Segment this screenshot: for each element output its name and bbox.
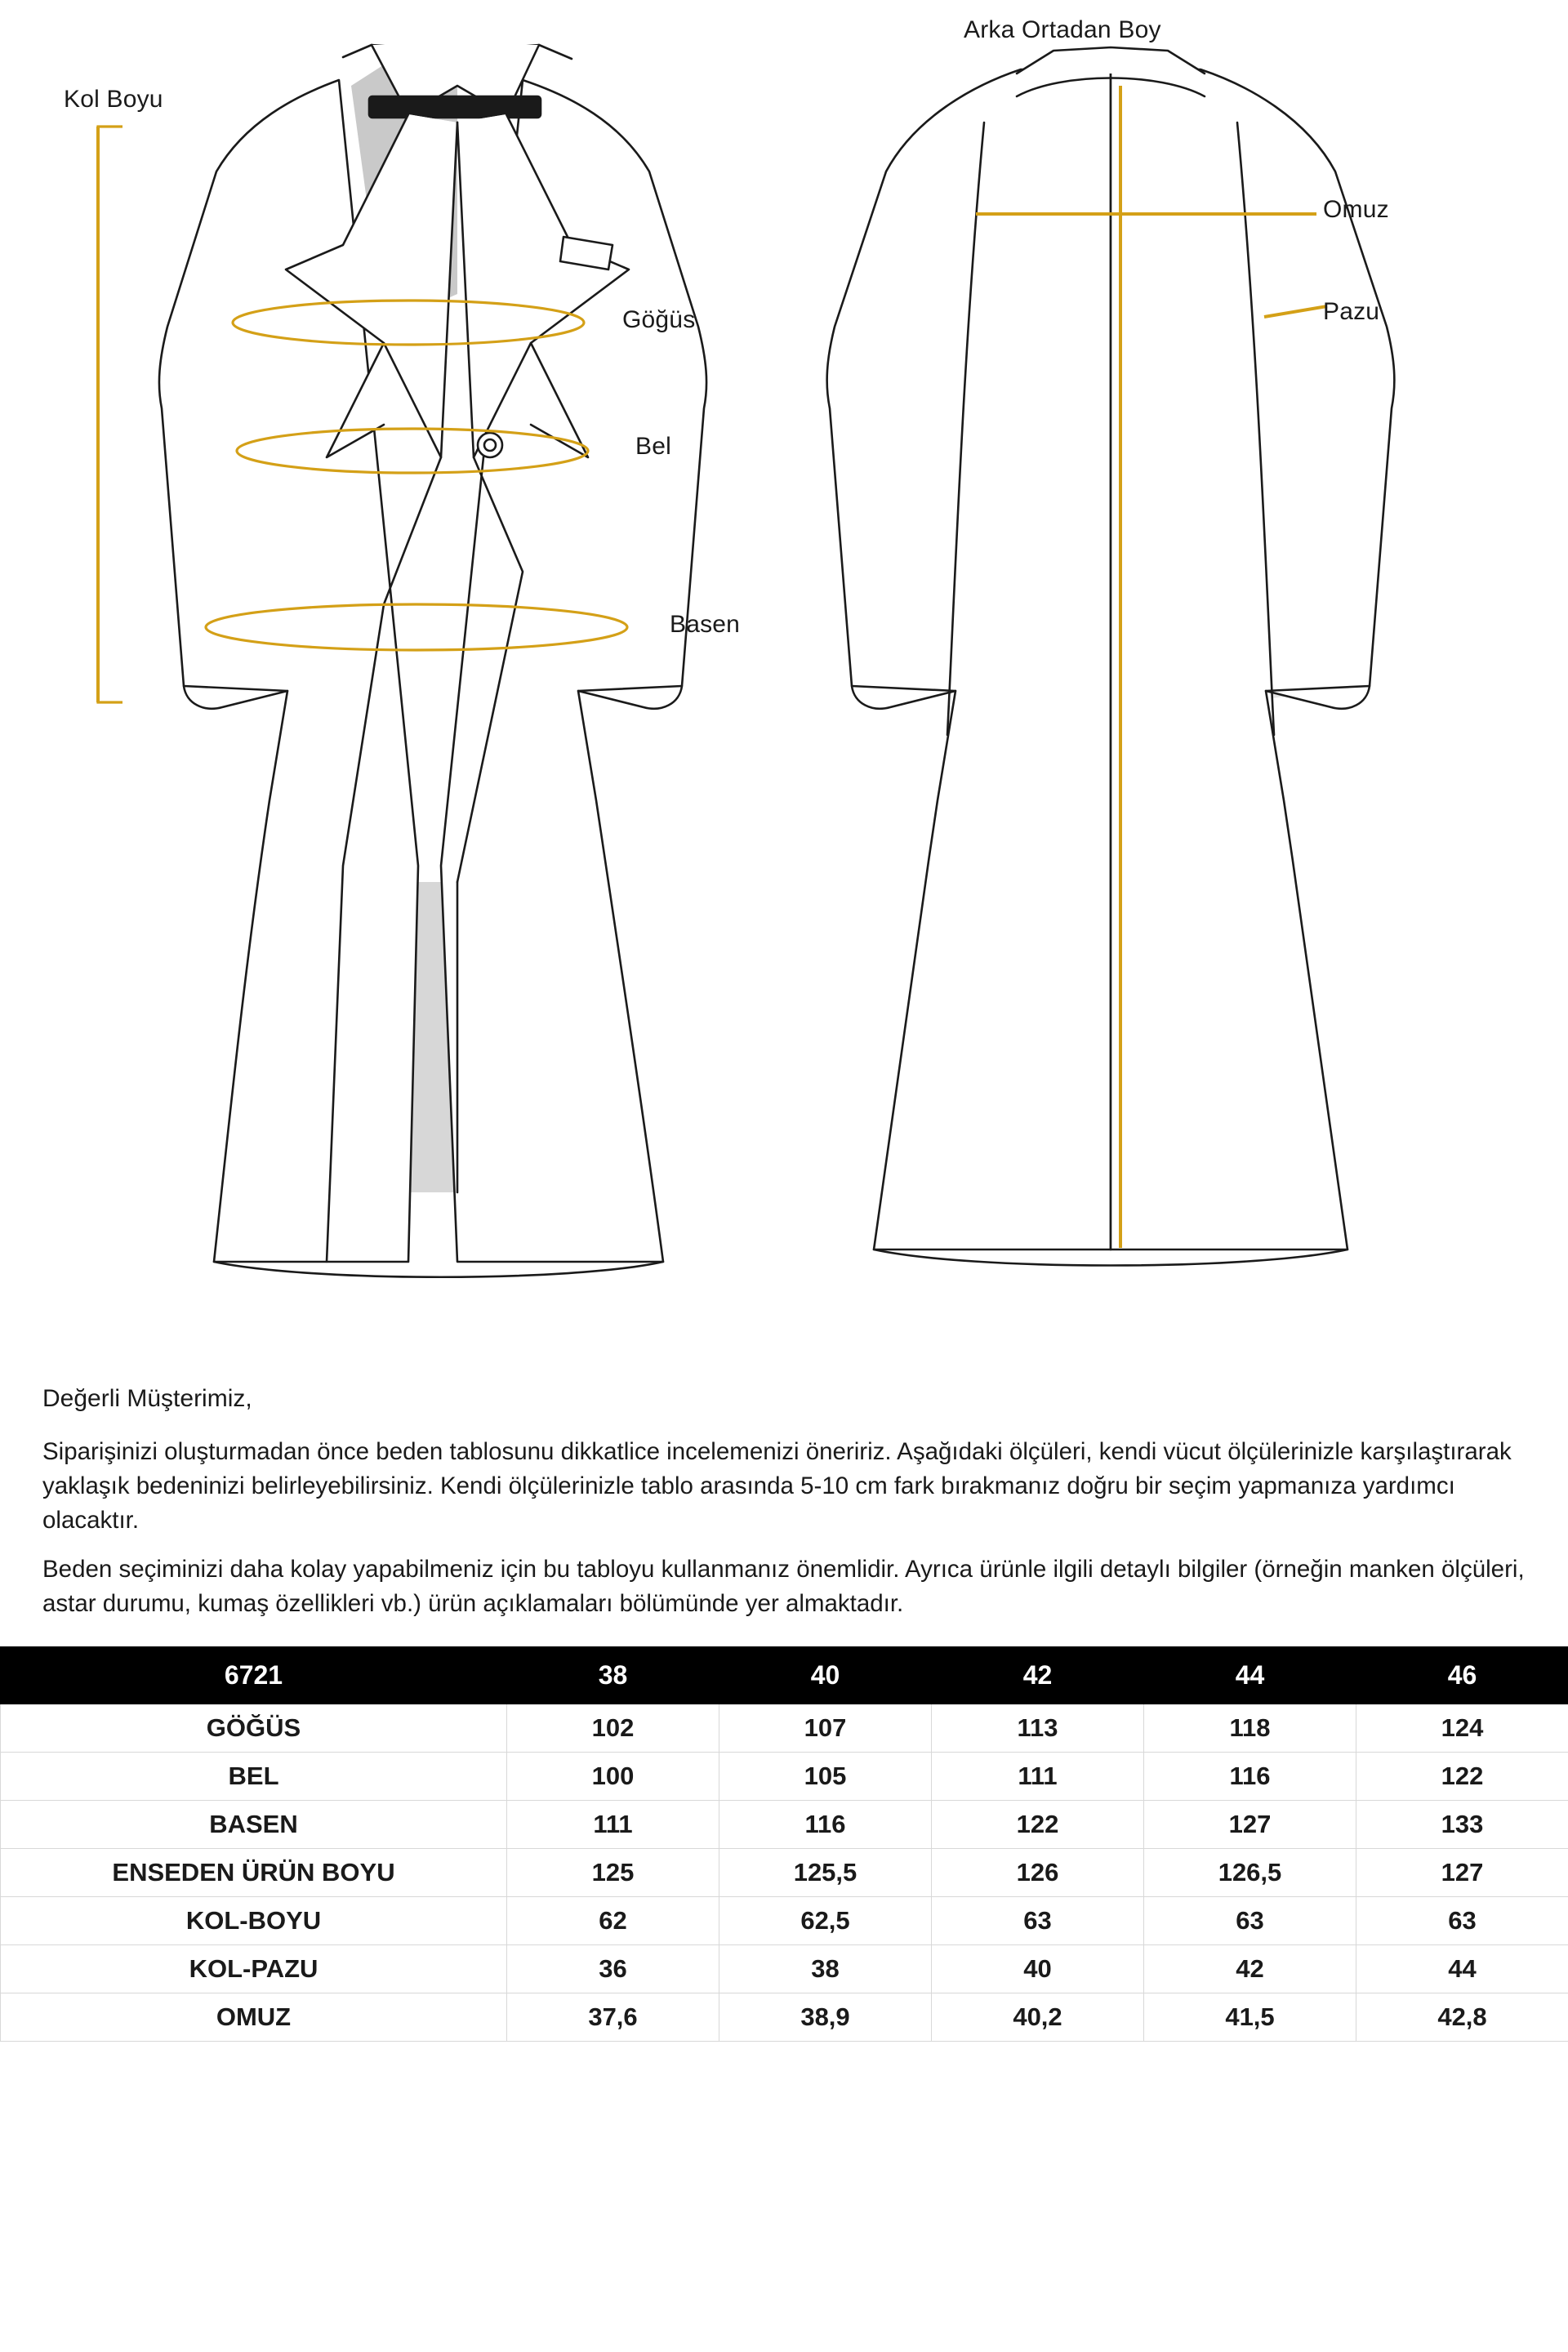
label-basen: Basen xyxy=(670,611,741,638)
row-value: 36 xyxy=(507,1945,719,1993)
row-label: BEL xyxy=(1,1753,507,1801)
row-value: 126 xyxy=(932,1849,1144,1897)
row-value: 62 xyxy=(507,1897,719,1945)
row-value: 41,5 xyxy=(1144,1993,1356,2042)
row-value: 107 xyxy=(719,1704,932,1753)
row-value: 133 xyxy=(1356,1801,1568,1849)
table-header-cell: 46 xyxy=(1356,1647,1568,1704)
guide-kol-boyu xyxy=(98,127,122,702)
row-value: 116 xyxy=(1144,1753,1356,1801)
row-label: OMUZ xyxy=(1,1993,507,2042)
row-value: 118 xyxy=(1144,1704,1356,1753)
info-paragraph-1: Siparişinizi oluşturmadan önce beden tablosunu dikkatlice incelemenizi öneririz. Aşağıdaki ölçüleri, kendi vücut ölçülerinizle karşılaştırarak yaklaşık bedeninizi belirleyebilirsiniz. Kendi ölçülerinizle tablo arasında 5-10 cm fark bırakmanız doğru bir seçim yapmanıza yardımcı olacaktır. xyxy=(42,1438,1512,1534)
table-header-cell: 44 xyxy=(1144,1647,1356,1704)
row-value: 63 xyxy=(932,1897,1144,1945)
greeting-text: Değerli Müşterimiz, xyxy=(42,1385,252,1412)
row-label: KOL-BOYU xyxy=(1,1897,507,1945)
row-value: 116 xyxy=(719,1801,932,1849)
row-value: 42,8 xyxy=(1356,1993,1568,2042)
row-value: 63 xyxy=(1356,1897,1568,1945)
row-label: BASEN xyxy=(1,1801,507,1849)
info-paragraph-2: Beden seçiminizi daha kolay yapabilmeniz için bu tabloyu kullanmanız önemlidir. Ayrıca ürünle ilgili detaylı bilgiler (örneğin manken ölçüleri, astar durumu, kumaş özellikleri vb.) ürün açıklamaları bölümünde yer almaktadır. xyxy=(42,1555,1525,1617)
row-value: 122 xyxy=(1356,1753,1568,1801)
row-value: 111 xyxy=(932,1753,1144,1801)
row-value: 122 xyxy=(932,1801,1144,1849)
row-value: 126,5 xyxy=(1144,1849,1356,1897)
row-value: 44 xyxy=(1356,1945,1568,1993)
table-header-cell: 6721 xyxy=(1,1647,507,1704)
table-row xyxy=(1,1704,1568,1753)
row-value: 124 xyxy=(1356,1704,1568,1753)
row-value: 63 xyxy=(1144,1897,1356,1945)
size-table xyxy=(0,1646,1568,2042)
row-label: ENSEDEN ÜRÜN BOYU xyxy=(1,1849,507,1897)
row-value: 127 xyxy=(1144,1801,1356,1849)
row-value: 105 xyxy=(719,1753,932,1801)
label-kol-boyu: Kol Boyu xyxy=(64,86,163,113)
row-value: 113 xyxy=(932,1704,1144,1753)
row-value: 37,6 xyxy=(507,1993,719,2042)
label-arka-ortadan-boy: Arka Ortadan Boy xyxy=(964,16,1161,43)
table-row xyxy=(1,1801,1568,1849)
row-value: 38 xyxy=(719,1945,932,1993)
row-value: 125 xyxy=(507,1849,719,1897)
back-view-coat xyxy=(827,47,1395,1266)
row-label: GÖĞÜS xyxy=(1,1704,507,1753)
table-header-cell: 38 xyxy=(507,1647,719,1704)
table-header-row xyxy=(1,1647,1568,1704)
front-view-coat xyxy=(159,45,706,1277)
label-gogus: Göğüs xyxy=(622,306,696,333)
table-row xyxy=(1,1945,1568,1993)
row-value: 40,2 xyxy=(932,1993,1144,2042)
table-header-cell: 42 xyxy=(932,1647,1144,1704)
row-value: 125,5 xyxy=(719,1849,932,1897)
row-value: 40 xyxy=(932,1945,1144,1993)
row-value: 102 xyxy=(507,1704,719,1753)
row-value: 100 xyxy=(507,1753,719,1801)
table-row xyxy=(1,1897,1568,1945)
row-label: KOL-PAZU xyxy=(1,1945,507,1993)
size-table-wrapper xyxy=(0,1646,1568,2042)
info-text-block xyxy=(0,1380,1568,1620)
row-value: 38,9 xyxy=(719,1993,932,2042)
table-header-cell: 40 xyxy=(719,1647,932,1704)
row-value: 111 xyxy=(507,1801,719,1849)
row-value: 62,5 xyxy=(719,1897,932,1945)
label-bel: Bel xyxy=(635,433,671,460)
table-row xyxy=(1,1849,1568,1897)
table-row xyxy=(1,1753,1568,1801)
label-pazu: Pazu xyxy=(1323,298,1380,325)
label-omuz: Omuz xyxy=(1323,196,1389,223)
row-value: 42 xyxy=(1144,1945,1356,1993)
table-row xyxy=(1,1993,1568,2042)
row-value: 127 xyxy=(1356,1849,1568,1897)
